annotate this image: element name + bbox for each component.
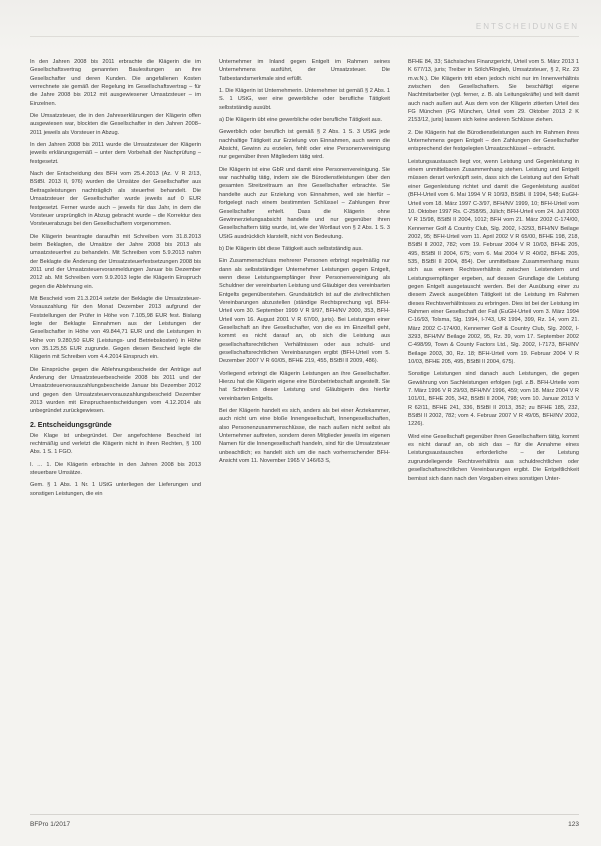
paragraph: Unternehmer im Inland gegen Entgelt im Rahmen seines Unternehmens ausführt, der Umsatzsteuer. Die Tatbestandsmerkmale sind erfüllt. [219,59,390,82]
paragraph: 1. Die Klägerin ist Unternehmerin. Unternehmer ist gemäß § 2 Abs. 1 S. 1 UStG, wer eine gewerbliche oder berufliche Tätigkeit selbstständig ausübt. [219,88,390,111]
paragraph: Sonstige Leistungen sind danach auch Leistungen, die gegen Gewährung von Sachleistungen erfolgen (vgl. z.B. BFH-Urteile vom 7. März 1996 V R 29/93, BFH/NV 1996, 459; vom 18. März 2004 V R 101/01, BFHE 205, 342, BStBl II 2004, 798; vom 10. Januar 2013 V R 62/11, BFHE 241, 336, BStBl II 2013, 352; zu BFHE 185, 232, BStBl II 2002, 782; vom 4. Februar 2007 V R 49/05, BFH/NV 2002, 1226). [408,371,579,428]
paragraph: Die Klägerin beantragte daraufhin mit Schreiben vom 31.8.2013 beim Beklagten, die Umsätze der Jahre 2008 bis 2013 als umsatzsteuerfrei zu behandeln. Mit Schreiben vom 5.9.2013 nahm der Beklagte die Änderung der Umsatzsteuerfestsetzungen 2008 bis 2011 und der Umsatzsteuervoranmeldungen Januar bis Dezember 2012 ab. Mit Schreiben vom 9.9.2013 legte die Klägerin Einspruch gegen die Ablehnung ein. [30,233,201,290]
text-columns [30,58,579,806]
paragraph: Die Umsatzsteuer, die in den Jahreserklärungen der Klägerin offen ausgewiesen war, blockten die Gesellschafter in den Jahren 2008–2011 jeweils als Vorsteuer in Abzug. [30,113,201,136]
paragraph: Vorliegend erbringt die Klägerin Leistungen an ihre Gesellschafter. Hierzu hat die Klägerin eigene eine Bürobetriebschaft angestellt. Sie hat Schreiben dieser Leistung und Gläubigerin des hierfür vereinbarten Entgelts. [219,370,390,402]
column-middle [219,58,390,806]
paragraph: Mit Bescheid vom 21.3.2014 setzte der Beklagte die Umsatzsteuer-Vorauszahlung für den Monat Dezember 2013 aufgrund der Feststellungen der Prüfer in Höhe von 7.105,98 EUR fest. Bislang legte der Beklagte Einnahmen aus der Leistungen der Gesellschafter in Höhe von 49.844,71 EUR und die Leistungen in Höhe von 9.280,50 EUR (Leistungs- und Betriebskosten) in Höhe von 35.125,55 EUR zugrunde. Gegen diesen Bescheid legte die Klägerin mit Schreiben vom 4.4.2014 Einspruch ein. [30,295,201,361]
paragraph: I. … 1. Die Klägerin erbrachte in den Jahren 2008 bis 2013 steuerbare Umsätze. [30,461,201,477]
paragraph: Die Einsprüche gegen die Ablehnungsbescheide der Anträge auf Änderung der Umsatzsteuerbescheide 2008 bis 2011 und der Umsatzsteuervorauszahlungsbescheide Januar bis Dezember 2012 und gegen den Umsatzsteuervorauszahlungsbescheid Dezember 2013 wurden mit Einspruchsentscheidungen vom 4.12.2014 als unbegründet zurückgewiesen. [30,366,201,415]
page-number: 123 [568,821,579,828]
paragraph: Ein Zusammenschluss mehrerer Personen erbringt regelmäßig nur dann als selbstständiger Unternehmer Leistungen gegen Entgelt, wenn diese Leistungsempfänger ihrer Personenvereinigung als Schuldner der vereinbarten Leistung und Gläubiger des vereinbarten Entgelts gegenüberstehen. Grundsätzlich ist auf die zivilrechtlichen Vereinbarungen abzustellen (ständige Rechtsprechung vgl. BFH-Urteil vom 30. September 1999 V R 9/97, BFH/NV 2000, 353, BFH-Urteil vom 16. August 2001 V R 67/00, juris). Bei Leistungen einer Gesellschaft an ihre Gesellschafter, von die es im Einzelfall geht, kommt es nicht darauf an, ob sich die Leistung aus gesellschaftsrechtlichen Verhältnissen oder aus schuld- und gesellschaftsrechtlichen Vereinbarungen ergibt (BFH-Urteil vom 5. Dezember 2007 V R 60/05, BFHE 219, 455, BStBl II 2009, 486). [219,258,390,365]
paragraph: Die Klage ist unbegründet. Der angefochtene Bescheid ist rechtmäßig und verletzt die Klägerin nicht in ihren Rechten, § 100 Abs. 1 S. 1 FGO. [30,432,201,456]
paragraph: Die Klägerin ist eine GbR und damit eine Personenvereinigung. Sie war nachhaltig tätig, indem sie die Bürodienstleistungen über den gesamten Streitzeitraum an ihre Gesellschafter erbrachte. Sie handelte auch zur Erzielung von Einnahmen, weil sie hierfür – fortgelegt nach einem bestimmten Schlüssel – Zahlungen ihrer Gesellschafter erhielt. Dass die Klägerin ohne Gewinnerzielungsabsicht handelte und nur gegenüber ihren Gesellschaftern tätig wurde, ist, wie der Wortlaut von § 2 Abs. 1 S. 3 UStG ausdrücklich klarstellt, nicht von Bedeutung. [219,166,390,240]
running-head: ENTSCHEIDUNGEN [475,22,579,31]
paragraph: In den Jahren 2008 bis 2011 wurde die Umsatzsteuer der Klägerin jeweils erklärungsgemäß – unter dem Vorbehalt der Nachprüfung – festgesetzt. [30,142,201,165]
column-left [30,58,201,806]
paragraph: Leistungsaustausch liegt vor, wenn Leistung und Gegenleistung in einem unmittelbaren Zusammenhang stehen. Leistung und Entgelt müssen derart verknüpft sein, dass sich die Leistung auf den Erhalt einer Gegenleistung richtet und damit die Gegenleistung auslöst (BFH-Urteil vom 6. Mai 1994 V R 10/93, BStBl. II 1994, 548; EuGH-Urteil vom 18. März 1997 C-3/97, BFH/NV 1999, 10; BFH-Urteil vom 10. Oktober 1997 Rs. C-258/95, Jülich; BFH-Urteil vom 24. Juli 2003 V R 15/98, BStBl II 2004, 1012; BFH vom 21. März 2002 C-174/00, Kennemer Golf & Country Club, Slg. 2002, I-3293, BFH/NV Beilage 2002, 95; BFH-Urteil vom 11. April 2002 V R 65/00, BFHE 198, 218, BStBl II 2002, 782; vom 19. Februar 2004 V R 10/03, BFHE 205, 495, BStBl II 2004, 675; vom 6. Mai 2004 V R 40/02, BFHE 205, 535, BStBl II 2004, 854). Der unmittelbare Zusammenhang muss sich aus einem Rechtsverhältnis zwischen Leistendem und Leistungsempfänger ergeben, auf dessen Grundlage die Leistung gegen Entgelt ausgetauscht werden. Bei der Ausübung einer zu diesem Zweck ausgeübten Tätigkeit ist die Leistung im Rahmen dieses Rechtsverhältnisses zu erbringen. Dies ist bei der Leistung im Rahmen einer Gesellschaft der Fall (EuGH-Urteil vom 3. März 1994 C-16/93, Tolsma, Slg. 1994, I-743, UR 1994, 399, Rz. 14, vom 21. März 2002 C-174/00, Kennemer Golf & Country Club, Slg. 2002, I-3293, BFH/NV Beilage 2002, 95, Rz. 39, vom 17. September 2002 C-498/99, Town & County Factors Ltd., Slg. 2002, I-7173, BFH/NV Beilage 2003, 30, Rz. 18; BFH-Urteil vom 19. Februar 2004 V R 10/03, BFHE 205, 495, BStBl II 2004, 675). [408,158,579,366]
header-rule [30,36,579,37]
paragraph: b) Die Klägerin übt diese Tätigkeit auch selbstständig aus. [219,245,363,252]
footer-rule [30,814,579,815]
paragraph: In den Jahren 2008 bis 2011 erbrachte die Klägerin die im Gesellschaftsvertrag genannten Baulesitungen an ihre Gesellschafter und deren Kunden. Die angefallenen Kosten verrechnete sie gemäß der Regelung im Gesellschaftsvertrag – für die Jahre 2008 bis 2012 mit ausgewiesener Umsatzsteuer – im Einzelnen. [30,59,201,107]
paragraph: a) Die Klägerin übt eine gewerbliche oder berufliche Tätigkeit aus. [219,117,383,124]
journal-citation: BFPro 1/2017 [30,821,71,828]
paragraph: Bei der Klägerin handelt es sich, anders als bei einer Ärztekammer, auch nicht um eine bloße Innengesellschaft, Innengesellschaften, also Personenzusammenschlüsse, die nach außen nicht selbst als Unternehmer auftreten, sondern deren Mitglieder jeweils im eigenen Namen für die Innengesellschaft handeln, sind für die Umsatzsteuer unbeachtlich; es handelt sich um die nach vorherrschender BFH-Ansicht vom 11. November 1965 V 146/63 S, [219,408,390,465]
column-right [408,58,579,806]
paragraph: BFHE 84, 33; Sächsisches Finanzgericht, Urteil vom 5. März 2013 1 K 677/13, juris; Treiber in Sölch/Ringleb, Umsatzsteuer, § 2, Rz. 23 m.w.N.). Die Klägerin tritt eben jedoch nicht nur im Innenverhältnis zwischen den Gesellschaftern. Sie beschäftigt eigene Nachtmitarbeiter (vgl. ferner, z. B. als Leitungskräfte) und teilt damit auch nach außen auf. Aus dem von der Klägerin zitierten Urteil des FG München (FG München, Urteil vom 29. Oktober 2013 2 K 2153/12, juris) lassen sich keine anderen Schlüsse ziehen. [408,59,579,124]
paragraph: Gem. § 1 Abs. 1 Nr. 1 UStG unterliegen der Lieferungen und sonstigen Leistungen, die ein [30,482,201,497]
paragraph: Nach der Entscheidung des BFH vom 25.4.2013 (Az. V R 2/13, BStBl. 2013 II, 976) wurden die Umsätze der Gesellschafter aus Beitragsleistungen nachträglich als steuerfrei behandelt. Die Umsatzsteuer der Gesellschafter wurde jeweils auf 0 EUR festgesetzt. Ferner wurde auch – jeweils für das Jahr, in dem die Vorsteuer ursprünglich in Abzug gebracht wurde – die Korrektur des Vorsteuerabzugs bei den Gesellschaftern vorgenommen. [30,171,201,228]
section-heading: 2. Entscheidungsgründe [30,421,112,429]
paragraph: Gewerblich oder beruflich ist gemäß § 2 Abs. 1 S. 3 UStG jede nachhaltige Tätigkeit zur Erzielung von Einnahmen, auch wenn die Absicht, Gewinn zu erzielen, fehlt oder eine Personenvereinigung nur gegenüber ihren Mitgliedern tätig wird. [219,129,390,161]
paragraph: 2. Die Klägerin hat die Bürodienstleistungen auch im Rahmen ihres Unternehmens gegen Entgelt – den Zahlungen der Gesellschafter entsprechend der festgelegten Umsatzschlüssel – erbracht. [408,129,579,153]
paragraph: Wird eine Gesellschaft gegenüber ihren Gesellschaftern tätig, kommt es nicht darauf an, ob sich das – für die Annahme eines Leistungsaustausches erforderliche – der Leistung zugrundeliegende Rechtsverhältnis aus schuldrechtlichen oder gesellschaftsrechtlichen Vereinbarungen ergibt. Die Entgeltlichkeit bemisst sich dann nach den Vorgaben eines sonstigen Unter- [408,433,579,482]
